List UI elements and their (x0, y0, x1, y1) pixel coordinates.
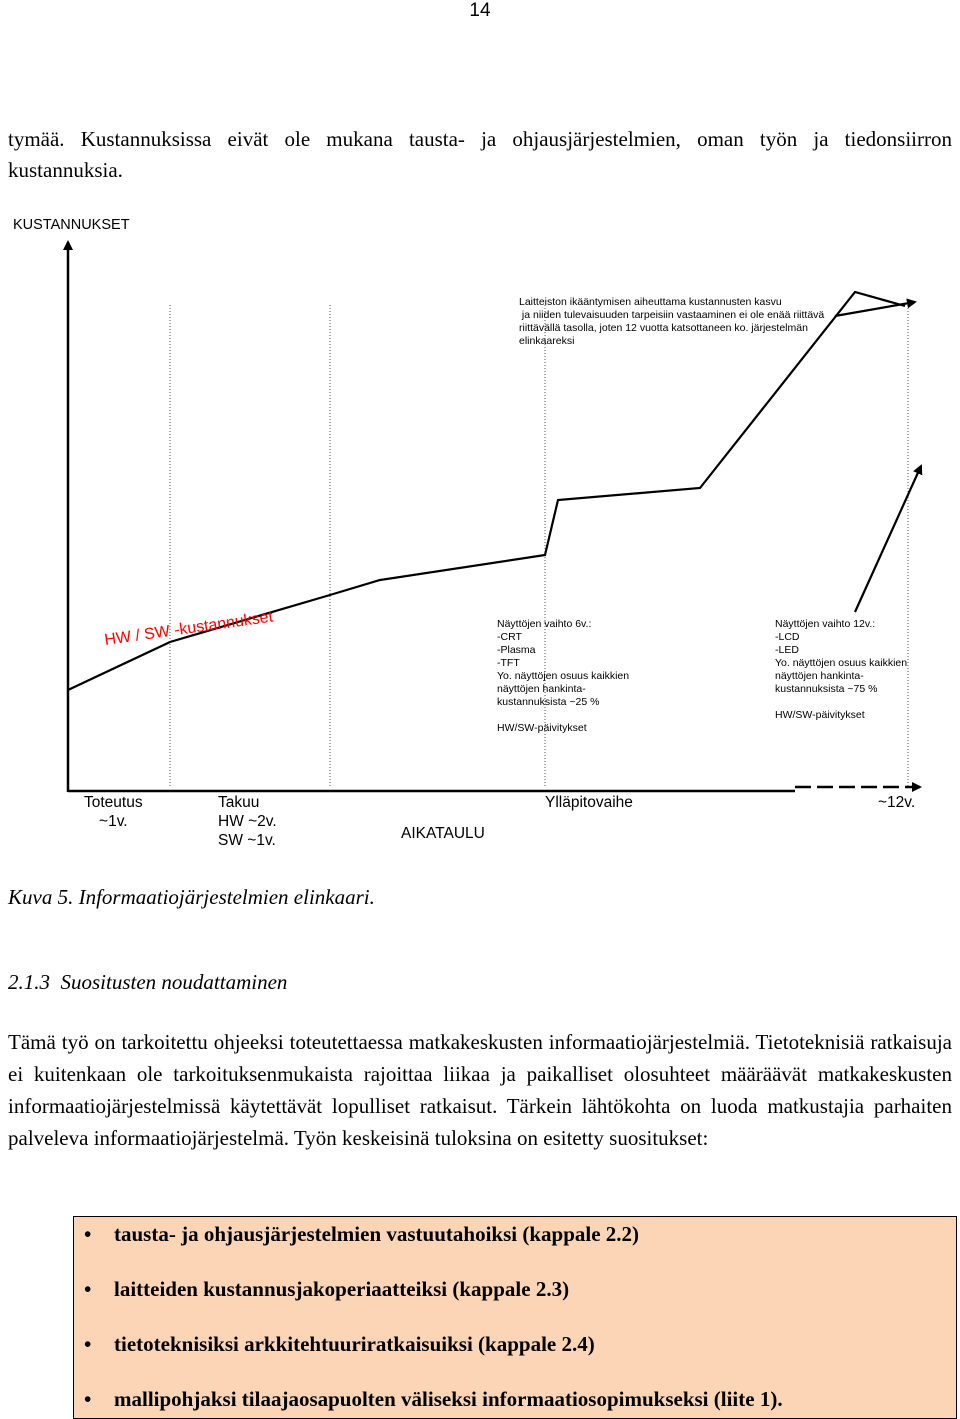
top-note-line: Laitteiston ikääntymisen aiheuttama kustannusten kasvu (519, 296, 782, 308)
bullet-icon: • (84, 1222, 92, 1246)
note-line: näyttöjen hankinta- (775, 670, 864, 682)
page-number: 14 (469, 0, 491, 21)
figure-caption: Kuva 5. Informaatiojärjestelmien elinkaari. (8, 885, 375, 909)
display-change-12v-note (775, 618, 907, 722)
note-line: kustannuksista ~25 % (497, 696, 600, 708)
note-line: -CRT (497, 631, 522, 643)
hw-sw-costs-label: HW / SW -kustannukset (103, 608, 275, 650)
arrow-to-curve (855, 466, 921, 612)
list-item (74, 1387, 783, 1412)
note-line: Yo. näyttöjen osuus kaikkien (497, 670, 630, 682)
x-axis-label: AIKATAULU (401, 825, 485, 842)
list-item (74, 1332, 595, 1357)
recommendation-text: mallipohjaksi tilaajaosapuolten väliseksi informaatiosopimukseksi (liite 1). (114, 1387, 783, 1411)
note-line: -LCD (775, 631, 800, 643)
phase-duration: ~1v. (99, 813, 128, 830)
intro-paragraph: tymää. Kustannuksissa eivät ole mukana tausta- ja ohjausjärjestelmien, oman työn ja tiedonsiirron kustannuksia. (8, 127, 952, 182)
phase-takuu (218, 793, 277, 850)
lifecycle-figure (0, 210, 960, 860)
note-line: HW/SW-päivitykset (775, 709, 865, 721)
note-line: näyttöjen hankinta- (497, 683, 586, 695)
phase-yllapito: Ylläpitovaihe (545, 794, 633, 811)
top-note-line: ja niiden tulevaisuuden tarpeisiin vastaaminen ei ole enää riittävä (519, 309, 825, 321)
recommendation-text: tausta- ja ohjausjärjestelmien vastuutahoiksi (kappale 2.2) (114, 1222, 640, 1246)
note-line: Yo. näyttöjen osuus kaikkien (775, 657, 908, 669)
note-line: -LED (775, 644, 799, 656)
note-line: Näyttöjen vaihto 12v.: (775, 618, 876, 630)
y-axis-label: KUSTANNUKSET (13, 217, 130, 233)
phase-end-12v: ~12v. (878, 794, 916, 811)
phase-toteutus (84, 793, 143, 831)
recommendations-box (73, 1216, 957, 1419)
note-line: -TFT (497, 657, 520, 669)
note-line: HW/SW-päivitykset (497, 722, 587, 734)
recommendation-text: laitteiden kustannusjakoperiaatteiksi (kappale 2.3) (114, 1277, 570, 1301)
top-note-line: elinkaareksi (519, 335, 575, 347)
note-line: kustannuksista ~75 % (775, 683, 878, 695)
top-note-line: riittävällä tasolla, joten 12 vuotta katsottaneen ko. järjestelmän (519, 322, 808, 334)
note-line: -Plasma (497, 644, 536, 656)
bullet-icon: • (84, 1332, 92, 1356)
list-item (74, 1222, 639, 1247)
section-heading: 2.1.3 Suositusten noudattaminen (8, 970, 288, 994)
bullet-icon: • (84, 1277, 92, 1301)
phase-duration: HW ~2v. (218, 813, 277, 830)
bullet-icon: • (84, 1387, 92, 1411)
body-text (8, 1026, 952, 1154)
phase-label: Takuu (218, 794, 260, 811)
list-item (74, 1277, 569, 1302)
phase-duration: SW ~1v. (218, 832, 276, 849)
recommendation-text: tietoteknisiksi arkkitehtuuriratkaisuiksi (kappale 2.4) (114, 1332, 595, 1356)
note-line: Näyttöjen vaihto 6v.: (497, 618, 592, 630)
phase-label: Toteutus (84, 794, 143, 811)
top-note (519, 296, 824, 348)
paragraph: Tämä työ on tarkoitettu ohjeeksi toteutettaessa matkakeskusten informaatiojärjestelmiä. Tietoteknisiä ratkaisuja ei kuitenkaan ole tarkoituksenmukaista rajoittaa liikaa ja paikalliset olosuhteet määräävät matkakeskusten informaatiojärjestelmissä käytettävät lopulliset ratkaisut. Tärkein lähtökohta on luoda matkustajia parhaiten palveleva informaatiojärjestelmä. Työn keskeisinä tuloksina on esitetty suositukset: (8, 1030, 952, 1150)
arrow-top-right (835, 302, 915, 316)
display-change-6v-note (497, 618, 629, 735)
